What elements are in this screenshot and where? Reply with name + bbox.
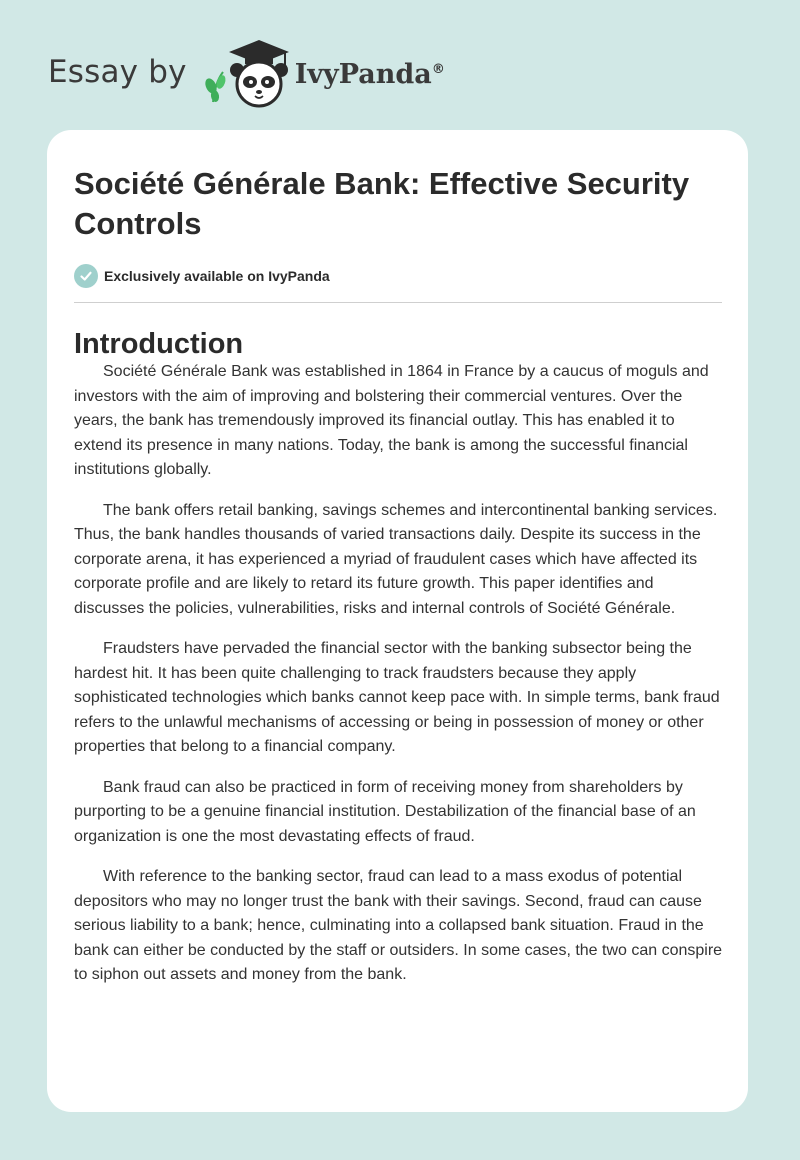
divider <box>74 302 722 303</box>
paragraph: The bank offers retail banking, savings schemes and intercontinental banking services. Thus, the bank handles thousands of varied transactions daily. Despite its success in the corporate arena, it has experienced a myriad of fraudulent cases which have affected its corporate profile and are likely to retard its future growth. This paper identifies and discusses the policies, vulnerabilities, risks and internal controls of Société Générale. <box>74 501 718 617</box>
section-title: Introduction <box>74 328 244 360</box>
panda-logo-icon[interactable] <box>201 36 291 108</box>
brand-name[interactable] <box>295 59 445 90</box>
check-icon <box>74 264 98 288</box>
paragraph: Fraudsters have pervaded the financial sector with the banking subsector being the hardest hit. It has been quite challenging to track fraudsters because they apply sophisticated technologies which banks cannot keep pace with. In simple terms, bank fraud refers to the unlawful mechanisms of accessing or being in possession of money or other properties that belong to a financial company. <box>74 640 720 755</box>
paragraph: Société Générale Bank was established in 1864 in France by a caucus of moguls and investors with the aim of improving and bolstering their commercial ventures. Over the years, the bank has tremendously improved its financial outlay. This has enabled it to extend its presence in many nations. Today, the bank is among the successful financial institutions globally. <box>74 363 709 478</box>
exclusive-badge <box>74 264 330 288</box>
brand-text: IvyPanda <box>294 58 432 90</box>
exclusive-badge-text: Exclusively available on IvyPanda <box>104 268 330 284</box>
page-title: Société Générale Bank: Effective Security Controls <box>74 166 690 241</box>
essay-by-label: Essay by <box>48 54 187 90</box>
essay-card <box>47 130 748 1112</box>
site-header <box>48 36 445 108</box>
paragraph: With reference to the banking sector, fraud can lead to a mass exodus of potential depositors who may no longer trust the bank with their savings. Second, fraud can cause serious liability to a bank; hence, culminating into a collapsed bank situation. Fraud in the bank can either be conducted by the staff or outsiders. In some cases, the two can conspire to siphon out assets and money from the bank. <box>74 868 723 983</box>
essay-body <box>74 360 723 1004</box>
paragraph: Bank fraud can also be practiced in form of receiving money from shareholders by purporting to be a genuine financial institution. Destabilization of the financial base of an organization is one the most devastating effects of fraud. <box>74 778 696 845</box>
registered-mark: ® <box>431 61 445 77</box>
